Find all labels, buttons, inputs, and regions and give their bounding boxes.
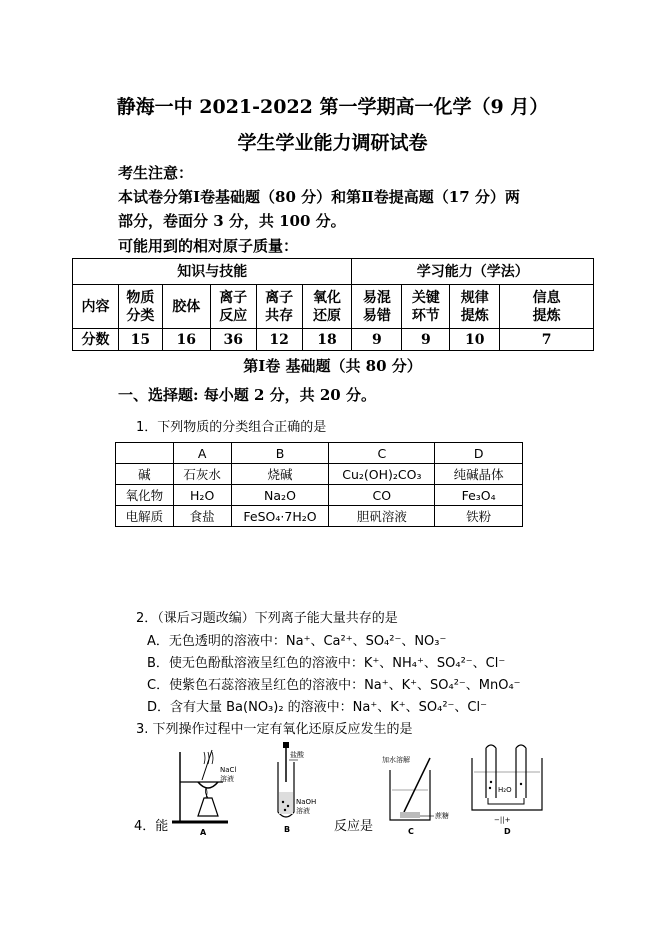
cls-corner	[116, 443, 174, 464]
exam-title-line2: 学生学业能力调研试卷	[237, 132, 428, 154]
score-value: 9	[402, 329, 450, 351]
score-value: 9	[352, 329, 402, 351]
fig-c-label: C	[408, 827, 414, 836]
cls-header: B	[231, 443, 329, 464]
score-col-header: 氧化 还原	[302, 285, 352, 329]
score-col-header: 关键 环节	[402, 285, 450, 329]
cls-cell: H₂O	[173, 485, 231, 506]
cls-cell: 食盐	[173, 506, 231, 527]
q2-stem: 2．（课后习题改编）下列离子能大量共存的是	[136, 611, 398, 626]
fig-c-tag-bottom: 蔗糖	[435, 812, 449, 820]
cls-row-label: 碱	[116, 464, 174, 485]
q4-prefix: 4．能	[134, 819, 169, 834]
q1-stem: 1．下列物质的分类组合正确的是	[136, 420, 327, 435]
cls-cell: 胆矾溶液	[329, 506, 435, 527]
notice-line3: 可能用到的相对原子质量：	[118, 237, 299, 255]
figure-d-electrolysis	[466, 742, 548, 838]
score-value: 12	[256, 329, 302, 351]
q2-option-c: C．使紫色石蕊溶液呈红色的溶液中：Na⁺、K⁺、SO₄²⁻、MnO₄⁻	[147, 678, 521, 693]
q2-option-b: B．使无色酚酞溶液呈红色的溶液中：K⁺、NH₄⁺、SO₄²⁻、Cl⁻	[147, 656, 506, 671]
score-value: 10	[450, 329, 500, 351]
cls-cell: 烧碱	[231, 464, 329, 485]
cls-cell: Fe₃O₄	[435, 485, 523, 506]
score-col-header: 信息 提炼	[500, 285, 594, 329]
classification-table	[115, 442, 523, 527]
score-col-header: 易混 易错	[352, 285, 402, 329]
score-group-ability: 学习能力（学法）	[352, 259, 594, 285]
cls-cell: CO	[329, 485, 435, 506]
score-row-label-content: 内容	[73, 285, 119, 329]
fig-d-tag-bottom: −||+	[494, 816, 511, 824]
cls-row-label: 电解质	[116, 506, 174, 527]
fig-d-tag-mid: H₂O	[498, 786, 512, 794]
q2-option-a: A．无色透明的溶液中：Na⁺、Ca²⁺、SO₄²⁻、NO₃⁻	[147, 634, 447, 649]
notice-line2: 部分，卷面分 3 分，共 100 分。	[118, 212, 346, 230]
score-value: 18	[302, 329, 352, 351]
score-col-header: 离子 反应	[210, 285, 256, 329]
fig-a-label: A	[200, 828, 207, 837]
cls-cell: 铁粉	[435, 506, 523, 527]
cls-cell: 石灰水	[173, 464, 231, 485]
score-value: 15	[118, 329, 162, 351]
q3-stem: 3. 下列操作过程中一定有氧化还原反应发生的是	[136, 722, 413, 737]
cls-header: D	[435, 443, 523, 464]
fig-d-label: D	[504, 827, 511, 836]
cls-cell: FeSO₄·7H₂O	[231, 506, 329, 527]
fig-a-tag1: NaCl	[220, 766, 237, 774]
cls-cell: 纯碱晶体	[435, 464, 523, 485]
score-col-header: 胶体	[162, 285, 210, 329]
part-title: 一、选择题: 每小题 2 分，共 20 分。	[118, 386, 376, 404]
fig-b-label: B	[284, 825, 291, 834]
fig-b-tag1: NaOH	[296, 798, 317, 806]
score-row-label-score: 分数	[73, 329, 119, 351]
figure-a-evaporation	[168, 742, 248, 837]
notice-line1: 本试卷分第Ⅰ卷基础题（80 分）和第Ⅱ卷提高题（17 分）两	[118, 188, 520, 206]
cls-header: C	[329, 443, 435, 464]
cls-row-label: 氧化物	[116, 485, 174, 506]
section-title: 第Ⅰ卷 基础题（共 80 分）	[243, 357, 422, 375]
score-table	[72, 258, 594, 351]
score-col-header: 离子 共存	[256, 285, 302, 329]
figure-c-beaker	[378, 750, 460, 840]
fig-b-tag2: 溶液	[296, 807, 310, 815]
cls-header: A	[173, 443, 231, 464]
q2-option-d: D．含有大量 Ba(NO₃)₂ 的溶液中：Na⁺、K⁺、SO₄²⁻、Cl⁻	[147, 700, 487, 715]
score-value: 16	[162, 329, 210, 351]
score-value: 7	[500, 329, 594, 351]
figure-b-test-tube	[266, 742, 326, 837]
fig-c-tag-top: 加水溶解	[382, 756, 410, 764]
fig-a-tag2: 溶液	[220, 775, 234, 783]
exam-title-line1: 静海一中 2021-2022 第一学期高一化学（9 月）	[116, 96, 549, 118]
score-col-header: 规律 提炼	[450, 285, 500, 329]
score-col-header: 物质 分类	[118, 285, 162, 329]
notice-label: 考生注意：	[118, 164, 194, 182]
q4-middle: 反应是	[334, 819, 374, 834]
fig-b-tag-top: 盐酸	[290, 751, 304, 759]
score-group-knowledge: 知识与技能	[73, 259, 352, 285]
score-value: 36	[210, 329, 256, 351]
cls-cell: Cu₂(OH)₂CO₃	[329, 464, 435, 485]
cls-cell: Na₂O	[231, 485, 329, 506]
